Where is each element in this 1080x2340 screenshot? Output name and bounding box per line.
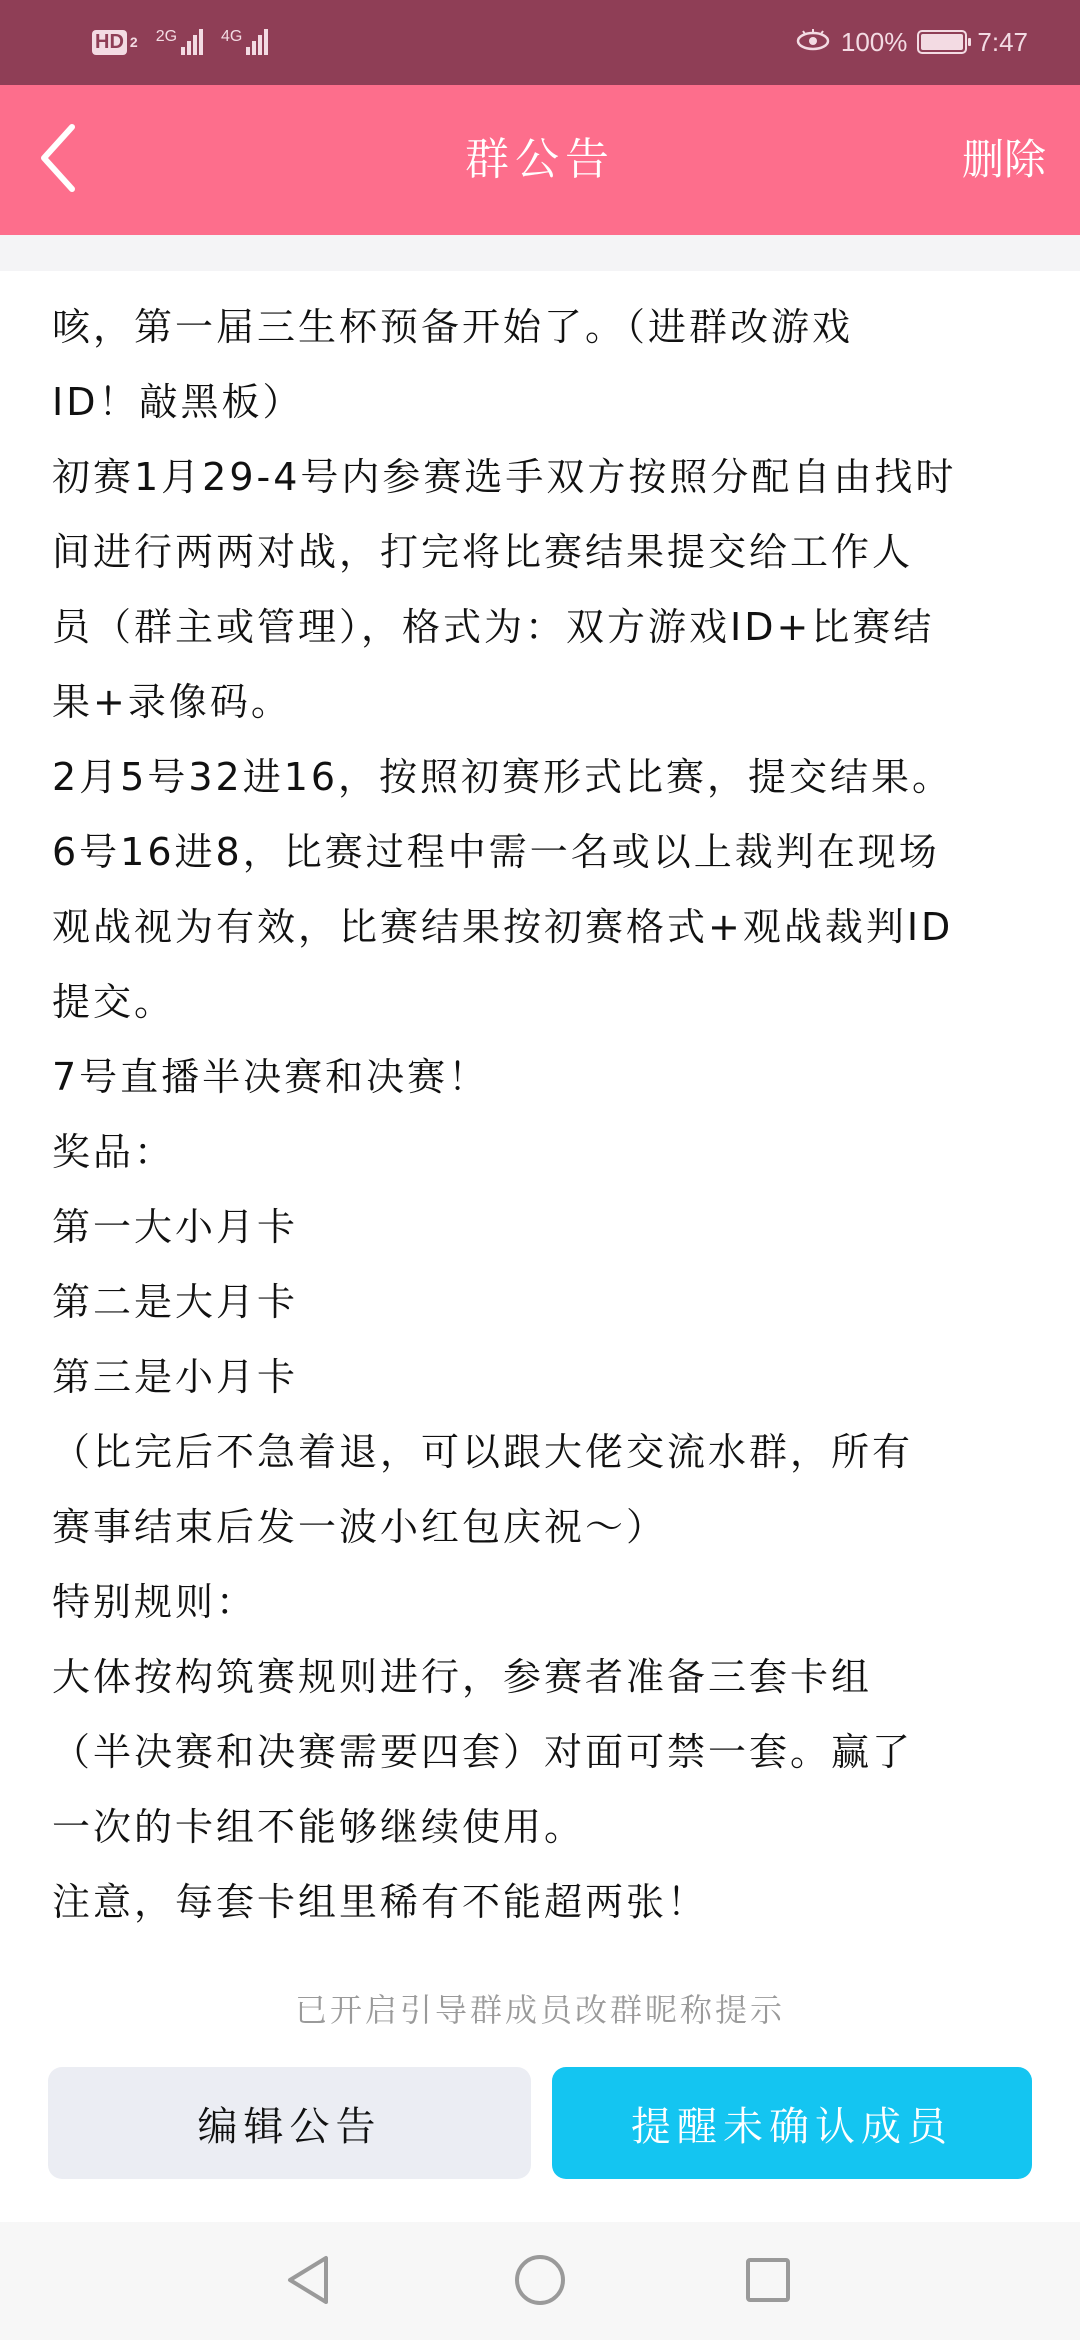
status-bar (0, 0, 1080, 85)
announcement-line: ID！敲黑板） (52, 380, 304, 424)
announcement-line: 第三是小月卡 (52, 1355, 299, 1399)
battery-icon (917, 30, 967, 54)
announcement-line: 奖品： (52, 1130, 176, 1174)
announcement-line: 观战视为有效，比赛结果按初赛格式+观战裁判ID (52, 905, 954, 949)
edit-announcement-button[interactable]: 编辑公告 (48, 2067, 531, 2179)
signal-4g-icon (221, 29, 268, 55)
signal-2g-icon (156, 29, 203, 55)
page-title: 群公告 (465, 134, 615, 185)
separator-band (0, 235, 1080, 271)
nav-recents-button[interactable] (738, 2252, 798, 2312)
announcement-line: 6号16进8，比赛过程中需一名或以上裁判在现场 (52, 830, 940, 874)
announcement-line: 第二是大月卡 (52, 1280, 299, 1324)
announcement-line: 果+录像码。 (52, 680, 292, 724)
announcement-line: 初赛1月29-4号内参赛选手双方按照分配自由找时 (52, 455, 957, 499)
announcement-line: 特别规则： (52, 1580, 258, 1624)
hd-sub-label: 2 (129, 34, 138, 50)
hd-voice-indicator (92, 30, 138, 55)
square-recents-icon (743, 2255, 793, 2309)
net2-label: 4G (221, 28, 243, 45)
battery-percent: 100% (840, 26, 908, 57)
status-right (795, 22, 1028, 62)
announcement-line: 第一大小月卡 (52, 1205, 299, 1249)
remind-unconfirmed-button[interactable]: 提醒未确认成员 (552, 2067, 1032, 2179)
net1-label: 2G (155, 28, 178, 45)
announcement-line: 一次的卡组不能够继续使用。 (52, 1805, 586, 1849)
triangle-back-icon (284, 2254, 332, 2310)
announcement-line: 2月5号32进16，按照初赛形式比赛，提交结果。 (52, 755, 954, 799)
nav-home-button[interactable] (510, 2252, 570, 2312)
status-left (92, 22, 268, 62)
announcement-line: 7号直播半决赛和决赛！ (52, 1055, 490, 1099)
announcement-line: （比完后不急着退，可以跟大佬交流水群，所有 (52, 1430, 914, 1474)
announcement-line: 间进行两两对战，打完将比赛结果提交给工作人 (52, 530, 914, 574)
circle-home-icon (513, 2253, 567, 2311)
navigation-bar (0, 2222, 1080, 2340)
announcement-line: 员（群主或管理），格式为：双方游戏ID+比赛结 (52, 605, 935, 649)
announcement-content (52, 290, 1032, 1940)
announcement-line: 咳，第一届三生杯预备开始了。（进群改游戏 (52, 305, 854, 349)
announcement-line: （半决赛和决赛需要四套）对面可禁一套。赢了 (52, 1730, 914, 1774)
hd-label: HD (92, 30, 127, 55)
announcement-line: 提交。 (52, 980, 176, 1024)
eye-comfort-icon (795, 27, 831, 58)
delete-button[interactable]: 删除 (961, 135, 1046, 184)
title-bar (0, 85, 1080, 235)
announcement-line: 大体按构筑赛规则进行，参赛者准备三套卡组 (52, 1655, 873, 1699)
announcement-line: 赛事结束后发一波小红包庆祝～） (52, 1505, 668, 1549)
nav-back-button[interactable] (278, 2252, 338, 2312)
clock: 7:47 (977, 26, 1028, 57)
announcement-line: 注意，每套卡组里稀有不能超两张！ (52, 1880, 709, 1924)
nickname-hint: 已开启引导群成员改群昵称提示 (294, 1991, 785, 2029)
